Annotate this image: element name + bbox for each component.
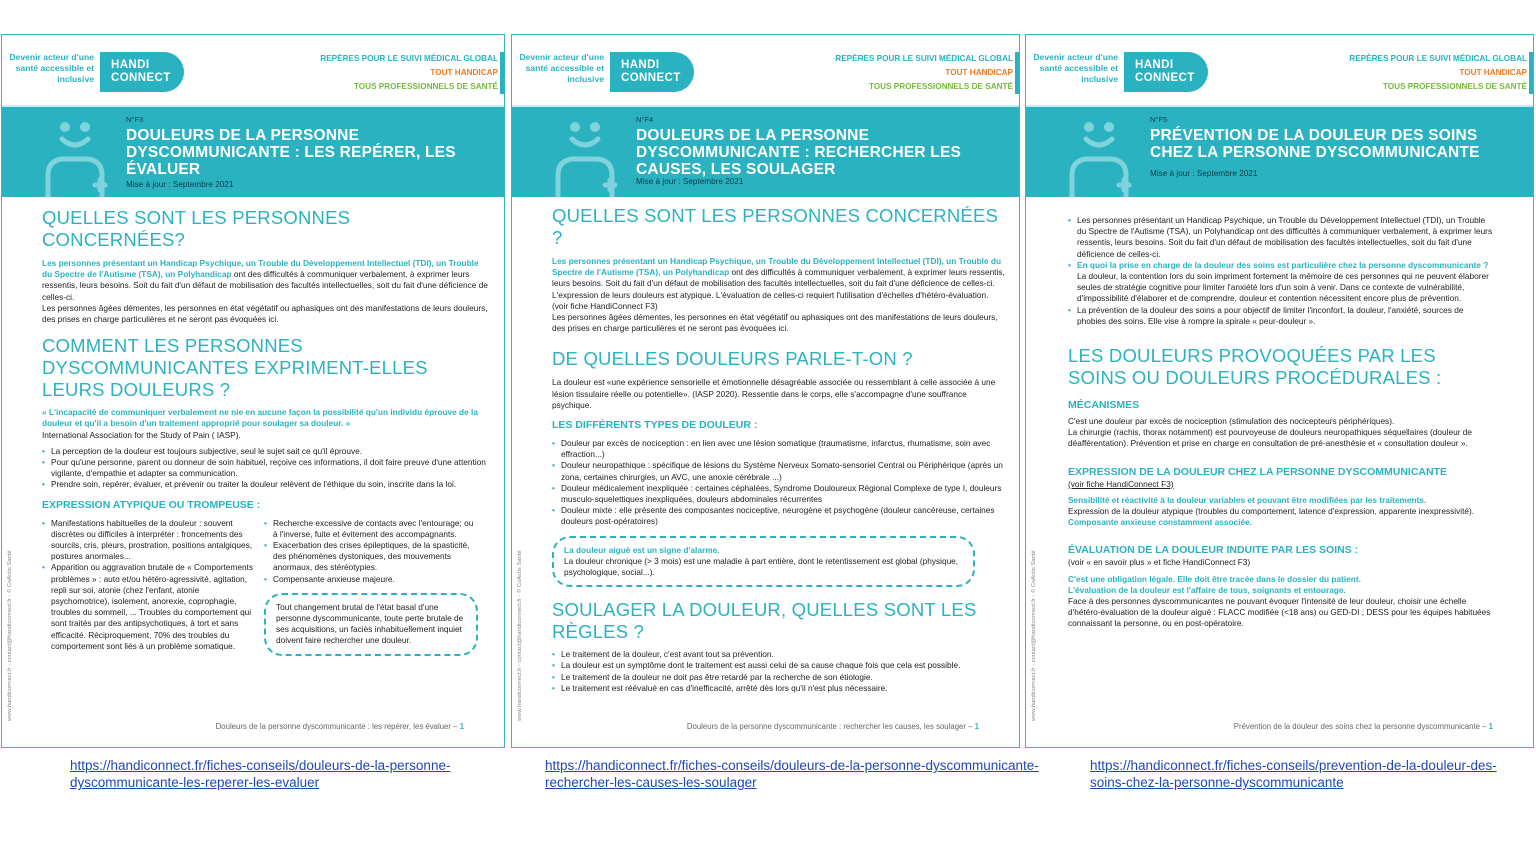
sheet-number: N°F5 [1150, 115, 1168, 124]
sheet-header [512, 35, 1019, 107]
paragraph-concerned: Les personnes présentant un Handicap Psychique, un Trouble du Développement Intellectuel (TDI), un Trouble du Spectre de l'Autisme (TSA), un Polyhandicap ont des difficultés à communiquer verbalement, à exprimer leurs ressentis, leurs besoins. Soit du fait d'un défaut de mobilisation des facultés intellectuelles, soit du fait d'une déficience de celles-ci. [552, 256, 1005, 289]
handiconnect-logo: HANDI CONNECT [1124, 52, 1208, 92]
list-item: • La prévention de la douleur des soins a pour objectif de limiter l'inconfort, la douleur, l'anxiété, sources de phobies des soins. Elle vise à rompre la spirale « peur-douleur ». [1068, 305, 1493, 327]
sheet-body [552, 205, 1005, 694]
list-item: • Prendre soin, repérer, évaluer, et prévenir ou traiter la douleur relèvent de l'éthique du soin, inscrite dans la loi. [42, 479, 490, 490]
heading-atypical: EXPRESSION ATYPIQUE OU TROMPEUSE : [42, 498, 261, 511]
list-item: • Le traitement de la douleur, c'est avant tout sa prévention. [552, 649, 1005, 660]
sheet-header [2, 35, 504, 107]
heading-which-pain: DE QUELLES DOULEURS PARLE-T-ON ? [552, 348, 913, 370]
handiconnect-logo: HANDI CONNECT [100, 52, 184, 92]
sheet-number: N°F4 [636, 115, 654, 124]
tagline: Devenir acteur d'une santé accessible et inclusive [9, 52, 94, 84]
expression-3: Composante anxieuse constamment associée. [1068, 517, 1252, 528]
accent-bar [1015, 52, 1019, 94]
express-list [42, 446, 490, 491]
paragraph-atypical: L'expression de leurs douleurs est atypique. L'évaluation de celles-ci requiert l'utilisation d'échelles d'hétéro-évaluation. (voir fiche HandiConnect F3) [552, 289, 989, 311]
reperes-block [320, 52, 498, 94]
reperes-line-2: TOUT HANDICAP [430, 68, 498, 77]
update-date: Mise à jour : Septembre 2021 [636, 177, 744, 186]
evaluation-1: C'est une obligation légale. Elle doit être tracée dans le dossier du patient. [1068, 573, 1361, 584]
reperes-line-1: REPÈRES POUR LE SUIVI MÉDICAL GLOBAL [835, 54, 1013, 63]
smiling-caregiver-icon [40, 117, 118, 197]
heading-mechanisms: MÉCANISMES [1068, 399, 1140, 412]
heading-relieve: SOULAGER LA DOULEUR, QUELLES SONT LES RÈGLES ? [552, 599, 977, 643]
expression-2: Expression de la douleur atypique (troubles du comportement, latence d'expression, apparente inexpressivité). [1068, 506, 1475, 517]
accent-bar [500, 52, 504, 94]
paragraph-concerned: Les personnes présentant un Handicap Psychique, un Trouble du Développement Intellectuel (TDI), un Trouble du Spectre de l'Autisme (TSA), un Polyhandicap ont des difficultés à communiquer verbalement, à exprimer leurs ressentis, leurs besoins. Soit du fait d'un défaut de mobilisation des facultés intellectuelles, soit du fait d'une déficience de celles-ci. [42, 258, 488, 302]
heading-concerned: QUELLES SONT LES PERSONNES CONCERNÉES ? [552, 205, 999, 248]
heading-express: COMMENT LES PERSONNES DYSCOMMUNICANTES EXPRIMENT-ELLES LEURS DOULEURS ? [42, 335, 428, 401]
link-sheet-f3[interactable]: https://handiconnect.fr/fiches-conseils/douleurs-de-la-personne-dyscommunicante-les-reperer-les-evaluer [70, 758, 451, 790]
atypical-list-2 [264, 518, 478, 585]
list-item: • Pour qu'une personne, parent ou donneur de soin habituel, reçoive ces informations, il doit faire preuve d'une attention vigilante, d'empathie et adapter sa communication. [42, 457, 490, 479]
heading-types: LES DIFFÉRENTS TYPES DE DOULEUR : [552, 419, 758, 432]
reperes-block [835, 52, 1013, 94]
heading-expression: EXPRESSION DE LA DOULEUR CHEZ LA PERSONNE DYSCOMMUNICANTE [1068, 465, 1447, 478]
heading-concerned: QUELLES SONT LES PERSONNES CONCERNÉES? [42, 207, 351, 250]
tagline: Devenir acteur d'une santé accessible et inclusive [1033, 52, 1118, 84]
reperes-line-1: REPÈRES POUR LE SUIVI MÉDICAL GLOBAL [320, 54, 498, 63]
types-list [552, 438, 1005, 528]
atypical-columns [42, 518, 490, 656]
list-item: • En quoi la prise en charge de la douleur des soins est particulière chez la personne dyscommunicante ? La douleur, la contention lors du soin impriment fortement la mémoire de ces personnes qui ne peuvent élaborer seules de stratégie cognitive pour limiter l'anxiété lors d'un soin à venir. Dans ce contexte de vulnérabilité, d'impossibilité d'élaborer et de comprendre, douleur et contention nécessitent encore plus de prévention. [1068, 260, 1493, 305]
evaluation-3: Face à des personnes dyscommunicantes ne pouvant évoquer l'intensité de leur douleur, choisir une échelle d'hétéro-évaluation de la douleur aiguë : FLACC modifiée (<18 ans) ou GED-DI ; DESS pour les équipes habituées connaissant la personne, ou en post-opératoire. [1068, 596, 1491, 629]
side-credits: www.handiconnect.fr - contact@handiconnect.fr - © CoActis Santé [7, 550, 13, 721]
sheet-number: N°F3 [126, 115, 144, 124]
sheet-body [1068, 215, 1493, 630]
atypical-col-2 [264, 518, 478, 656]
sheet-f4 [511, 34, 1020, 748]
side-credits: www.handiconnect.fr - contact@handiconnect.fr - © CoActis Santé [1031, 550, 1037, 721]
pain-alert-box: La douleur aiguë est un signe d'alarme. La douleur chronique (> 3 mois) est une maladie à part entière, dont le retentissement est global (physique, psychologique, social...). [552, 536, 975, 588]
tagline: Devenir acteur d'une santé accessible et inclusive [519, 52, 604, 84]
reperes-line-3: TOUS PROFESSIONNELS DE SANTÉ [1382, 82, 1527, 91]
sheet-header [1026, 35, 1533, 107]
title-band [2, 107, 504, 197]
update-date: Mise à jour : Septembre 2021 [126, 180, 234, 189]
sheet-title: DOULEURS DE LA PERSONNE DYSCOMMUNICANTE : RECHERCHER LES CAUSES, LES SOULAGER [636, 127, 962, 178]
evaluation-2: L'évaluation de la douleur est l'affaire de tous, soignants et entourage. [1068, 584, 1346, 595]
list-item: • Manifestations habituelles de la douleur : souvent discrètes ou difficiles à interpréter : froncements des sourcils, cris, pleurs, prostration, positions antalgiques, postures anormales... [42, 518, 256, 563]
list-item: • Les personnes présentant un Handicap Psychique, un Trouble du Développement Intellectuel (TDI), un Trouble du Spectre de l'Autisme (TSA), un Polyhandicap ont des difficultés à communiquer verbalement, à exprimer leurs ressentis, leurs besoins. Soit du fait d'un défaut de mobilisation des facultés intellectuelles, soit du fait d'une déficience de celles-ci. [1068, 215, 1493, 260]
list-item: • Recherche excessive de contacts avec l'entourage; ou à l'inverse, fuite et évitement des accompagnants. [264, 518, 478, 540]
list-item: • Douleur médicalement inexpliquée : certaines céphalées, Syndrome Douloureux Régional Complexe de type I, douleurs musculo-squelettiques inexpliquées, douleurs abdominales récurrentes [552, 483, 1005, 505]
intro-list [1068, 215, 1493, 327]
list-item: • Douleur par excès de nociception : en lien avec une lésion somatique (traumatisme, infarctus, rhumatisme, soin avec effraction...) [552, 438, 1005, 460]
list-item: • Compensante anxieuse majeure. [264, 574, 478, 585]
mechanism-2: La chirurgie (rachis, thorax notamment) est pourvoyeuse de douleurs neuropathiques séquellaires (douleur de déafférentation). Prévention et prise en charge en consultation de pré-anesthésie et « consultation douleur ». [1068, 427, 1473, 449]
smiling-caregiver-icon [550, 117, 628, 197]
iasp-source: International Association for the Study of Pain ( IASP). [42, 429, 241, 440]
sheet-f5 [1025, 34, 1534, 748]
atypical-col-1 [42, 518, 256, 656]
side-credits: www.handiconnect.fr - contact@handiconnect.fr - © CoActis Santé [517, 550, 523, 721]
reperes-block [1349, 52, 1527, 94]
paragraph-elderly: Les personnes âgées démentes, les personnes en état végétatif ou aphasiques ont des manifestations de leurs douleurs, des prises en charge particulières et ne seront pas évoquées ici. [552, 312, 998, 334]
sheet-title: DOULEURS DE LA PERSONNE DYSCOMMUNICANTE : LES REPÉRER, LES ÉVALUER [126, 127, 456, 178]
expression-1: Sensibilité et réactivité à la douleur variables et pouvant être modifiées par les traitements. [1068, 494, 1427, 505]
sheet-body [42, 207, 490, 656]
list-item: • Apparition ou aggravation brutale de « Comportements problèmes » : auto et/ou hétéro-agressivité, agitation, repli sur soi, atonie (chez l'enfant, atonie psychomotrice), isolement, anorexie, coprophagie, troubles du sommeil, ... Troubles du comportement qui sont traités par des antipsychotiques, à tort et sans efficacité. Réciproquement, 70% des troubles du comportement sont liés à un problème somatique. [42, 562, 256, 652]
reperes-line-3: TOUS PROFESSIONNELS DE SANTÉ [353, 82, 498, 91]
accent-bar [1529, 52, 1533, 94]
reperes-line-1: REPÈRES POUR LE SUIVI MÉDICAL GLOBAL [1349, 54, 1527, 63]
heading-evaluation: ÉVALUATION DE LA DOULEUR INDUITE PAR LES SOINS : [1068, 544, 1359, 557]
mechanism-1: C'est une douleur par excès de nociception (stimulation des nocicepteurs périphériques). [1068, 416, 1395, 427]
reperes-line-3: TOUS PROFESSIONNELS DE SANTÉ [868, 82, 1013, 91]
page-footer: Douleurs de la personne dyscommunicante : rechercher les causes, les soulager – 1 [686, 722, 979, 731]
list-item: • Exacerbation des crises épileptiques, de la spasticité, des phénomènes dystoniques, des mouvements anormaux, des stéréotypies. [264, 540, 478, 574]
list-item: • Douleur mixte : elle présente des composantes nociceptive, neurogène et psychogène (douleur cancéreuse, certaines douleurs post-opératoires) [552, 505, 1005, 527]
page-footer: Douleurs de la personne dyscommunicante : les repérer, les évaluer – 1 [215, 722, 464, 731]
heading-procedural: LES DOULEURS PROVOQUÉES PAR LES SOINS OU DOULEURS PROCÉDURALES : [1068, 345, 1442, 389]
title-band [1026, 107, 1533, 197]
handiconnect-logo: HANDI CONNECT [610, 52, 694, 92]
list-item: • Le traitement est réévalué en cas d'inefficacité, arrêté dès lors qu'il n'est plus nécessaire. [552, 683, 1005, 694]
pain-definition: La douleur est «une expérience sensorielle et émotionnelle désagréable associée ou ressemblant à celle associée à une lésion tissulaire réelle ou potentielle». (IASP 2020). Ressentie dans le corps, elle s'accompagne d'une souffrance psychique. [552, 377, 996, 410]
smiling-caregiver-icon [1064, 117, 1142, 197]
link-sheet-f4[interactable]: https://handiconnect.fr/fiches-conseils/douleurs-de-la-personne-dyscommunicante-rechercher-les-causes-les-soulager [545, 758, 1039, 790]
update-date: Mise à jour : Septembre 2021 [1150, 169, 1258, 178]
see-more-link[interactable]: (voir « en savoir plus » et fiche HandiConnect F3) [1068, 557, 1251, 568]
list-item: • Le traitement de la douleur ne doit pas être retardé par la recherche de son étiologie. [552, 672, 1005, 683]
page-footer: Prévention de la douleur des soins chez la personne dyscommunicante – 1 [1233, 722, 1493, 731]
rules-list [552, 649, 1005, 694]
title-band [512, 107, 1019, 197]
list-item: • Douleur neuropathique : spécifique de lésions du Système Nerveux Somato-sensoriel Central ou Périphérique (après un zona, certaines chirurgies, un AVC, une anoxie cérébrale ...) [552, 460, 1005, 482]
see-f3-link[interactable]: (voir fiche HandiConnect F3) [1068, 478, 1174, 489]
sheet-title: PRÉVENTION DE LA DOULEUR DES SOINS CHEZ LA PERSONNE DYSCOMMUNICANTE [1150, 127, 1480, 161]
reperes-line-2: TOUT HANDICAP [1459, 68, 1527, 77]
list-item: • La perception de la douleur est toujours subjective, seul le sujet sait ce qu'il éprouve. [42, 446, 490, 457]
link-sheet-f5[interactable]: https://handiconnect.fr/fiches-conseils/prevention-de-la-douleur-des-soins-chez-la-personne-dyscommunicante [1090, 758, 1497, 790]
alert-box: Tout changement brutal de l'état basal d'une personne dyscommunicante, toute perte brutale de ses acquisitions, un faciès inhabituellement inquiet doivent faire rechercher une douleur. [264, 593, 478, 656]
list-item: • La douleur est un symptôme dont le traitement est aussi celui de sa cause chaque fois que cela est possible. [552, 660, 1005, 671]
sheet-f3 [1, 34, 505, 748]
quote-iasp: « L'incapacité de communiquer verbalement ne nie en aucune façon la possibilité qu'un individu éprouve de la douleur et qu'il a besoin d'un traitement approprié pour soulager sa douleur. » [42, 407, 478, 429]
paragraph-elderly: Les personnes âgées démentes, les personnes en état végétatif ou aphasiques ont des manifestations de leurs douleurs, des prises en charge particulières et ne seront pas évoquées ici. [42, 302, 488, 325]
reperes-line-2: TOUT HANDICAP [945, 68, 1013, 77]
